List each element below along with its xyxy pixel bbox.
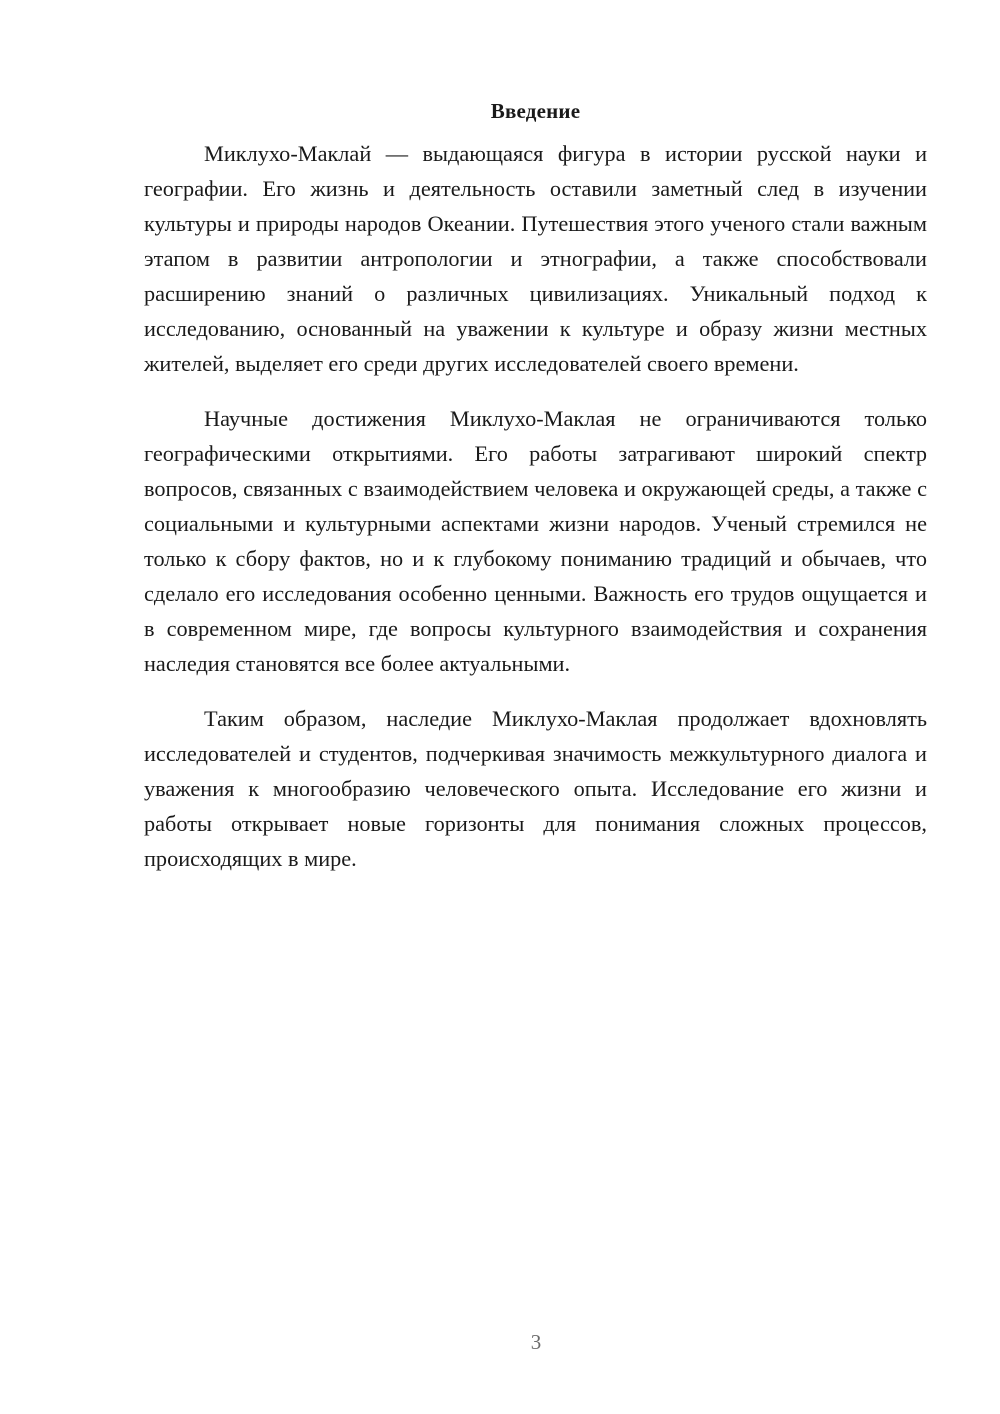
page-title: Введение [490, 99, 581, 123]
paragraph-1: Миклухо-Маклай — выдающаяся фигура в истории русской науки и географии. Его жизнь и деятельность оставили заметный след в изучении культуры и природы народов Океании. Путешествия этого ученого стали важным этапом в развитии антропологии и этнографии, а также способствовали расширению знаний о различных цивилизациях. Уникальный подход к исследованию, основанный на уважении к культуре и образу жизни местных жителей, выделяет его среди других исследователей своего времени. [144, 141, 927, 376]
paragraph-2: Научные достижения Миклухо-Маклая не ограничиваются только географическими открытиями. Его работы затрагивают широкий спектр вопросов, связанных с взаимодействием человека и окружающей среды, а также с социальными и культурными аспектами жизни народов. Ученый стремился не только к сбору фактов, но и к глубокому пониманию традиций и обычаев, что сделало его исследования особенно ценными. Важность его трудов ощущается и в современном мире, где вопросы культурного взаимодействия и сохранения наследия становятся все более актуальными. [144, 406, 927, 676]
paragraph-3: Таким образом, наследие Миклухо-Маклая продолжает вдохновлять исследователей и студентов, подчеркивая значимость межкультурного диалога и уважения к многообразию человеческого опыта. Исследование его жизни и работы открывает новые горизонты для понимания сложных процессов, происходящих в мире. [144, 706, 927, 871]
page-number: 3 [530, 1330, 542, 1354]
page-content [144, 96, 927, 896]
